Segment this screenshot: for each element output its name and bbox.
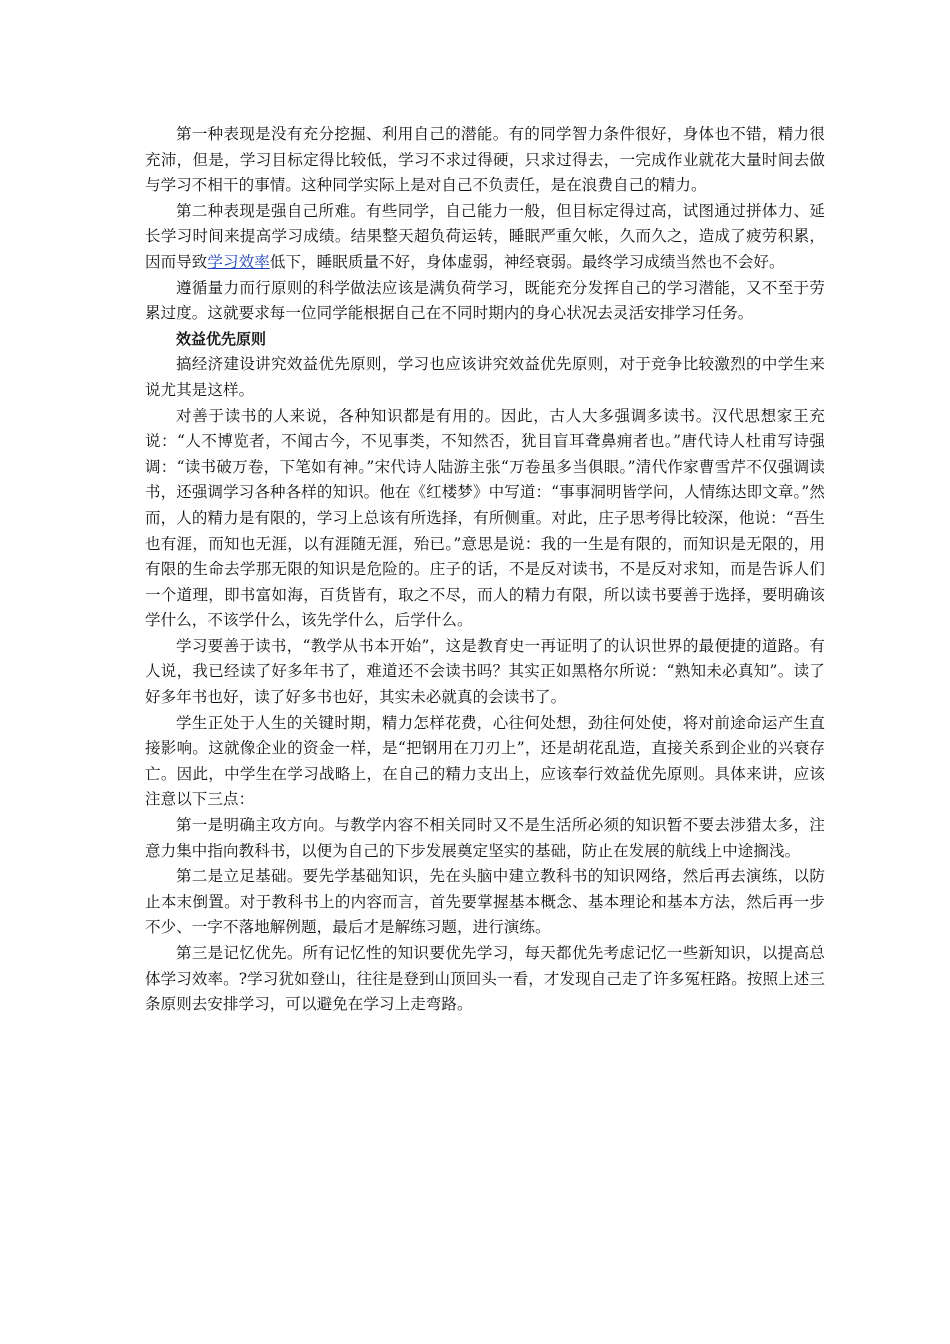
paragraph-second-manifestation — [145, 199, 825, 276]
paragraph-first-manifestation: 第一种表现是没有充分挖掘、利用自己的潜能。有的同学智力条件很好，身体也不错，精力很充沛，但是，学习目标定得比较低，学习不求过得硬，只求过得去，一完成作业就花大量时间去做与学习不相干的事情。这种同学实际上是对自己不负责任，是在浪费自己的精力。 — [145, 125, 825, 195]
paragraph-reading-quotes: 对善于读书的人来说，各种知识都是有用的。因此，古人大多强调多读书。汉代思想家王充说：“人不博览者，不闻古今，不见事类，不知然否，犹目盲耳聋鼻痈者也。”唐代诗人杜甫写诗强调：“读书破万卷，下笔如有神。”宋代诗人陆游主张“万卷虽多当俱眼。”清代作家曹雪芹不仅强调读书，还强调学习各种各样的知识。他在《红楼梦》中写道：“事事洞明皆学问，人情练达即文章。”然而，人的精力是有限的，学习上总该有所选择，有所侧重。对此，庄子思考得比较深，他说：“吾生也有涯，而知也无涯，以有涯随无涯，殆已。”意思是说：我的一生是有限的，而知识是无限的，用有限的生命去学那无限的知识是危险的。庄子的话，不是反对读书，不是反对求知，而是告诉人们一个道理，即书富如海，百货皆有，取之不尽，而人的精力有限，所以读书要善于选择，要明确该学什么，不该学什么，该先学什么，后学什么。 — [145, 406, 825, 630]
paragraph-point-three: 第三是记忆优先。所有记忆性的知识要优先学习，每天都优先考虑记忆一些新知识，以提高总体学习效率。?学习犹如登山，往往是登到山顶回头一看，才发现自己走了许多冤枉路。按照上述三条原则去安排学习，可以避免在学习上走弯路。 — [145, 944, 825, 1014]
paragraph-efficiency-intro: 搞经济建设讲究效益优先原则，学习也应该讲究效益优先原则，对于竞争比较激烈的中学生来说尤其是这样。 — [145, 355, 825, 399]
learning-efficiency-link[interactable]: 学习效率 — [207, 252, 270, 271]
paragraph-text: 第二种表现是强自己所难。有些同学，自己能力一般，但目标定得过高，试图通过拼体力、延长学习时间来提高学习成绩。结果整天超负荷运转，睡眠严重欠帐，久而久之，造成了疲劳积累，因而导致 — [145, 201, 825, 271]
document-body — [145, 122, 825, 1018]
paragraph-reading-skill: 学习要善于读书，“教学从书本开始”，这是教育史一再证明了的认识世界的最便捷的道路。有人说，我已经读了好多年书了，难道还不会读书吗？其实正如黑格尔所说：“熟知未必真知”。读了好多年书也好，读了好多书也好，其实未必就真的会读书了。 — [145, 636, 825, 707]
section-heading: 效益优先原则 — [176, 329, 267, 348]
paragraph-point-one: 第一是明确主攻方向。与教学内容不相关同时又不是生活所必须的知识暂不要去涉猎太多，注意力集中指向教科书，以便为自己的下步发展奠定坚实的基础，防止在发展的航线上中途搁浅。 — [145, 816, 825, 860]
paragraph-point-two: 第二是立足基础。要先学基础知识，先在头脑中建立教科书的知识网络，然后再去演练，以防止本末倒置。对于教科书上的内容而言，首先要掌握基本概念、基本理论和基本方法，然后再一步不少、一字不落地解例题，最后才是解练习题，进行演练。 — [145, 867, 825, 937]
paragraph-key-period: 学生正处于人生的关键时期，精力怎样花费，心往何处想，劲往何处使，将对前途命运产生直接影响。这就像企业的资金一样，是“把钢用在刀刃上”，还是胡花乱造，直接关系到企业的兴衰存亡。因此，中学生在学习战略上，在自己的精力支出上，应该奉行效益优先原则。具体来讲，应该注意以下三点： — [145, 713, 825, 809]
paragraph-scientific-method: 遵循量力而行原则的科学做法应该是满负荷学习，既能充分发挥自己的学习潜能，又不至于劳累过度。这就要求每一位同学能根据自己在不同时期内的身心状况去灵活安排学习任务。 — [145, 278, 825, 323]
paragraph-text: 低下，睡眠质量不好，身体虚弱，神经衰弱。最终学习成绩当然也不会好。 — [269, 252, 785, 271]
